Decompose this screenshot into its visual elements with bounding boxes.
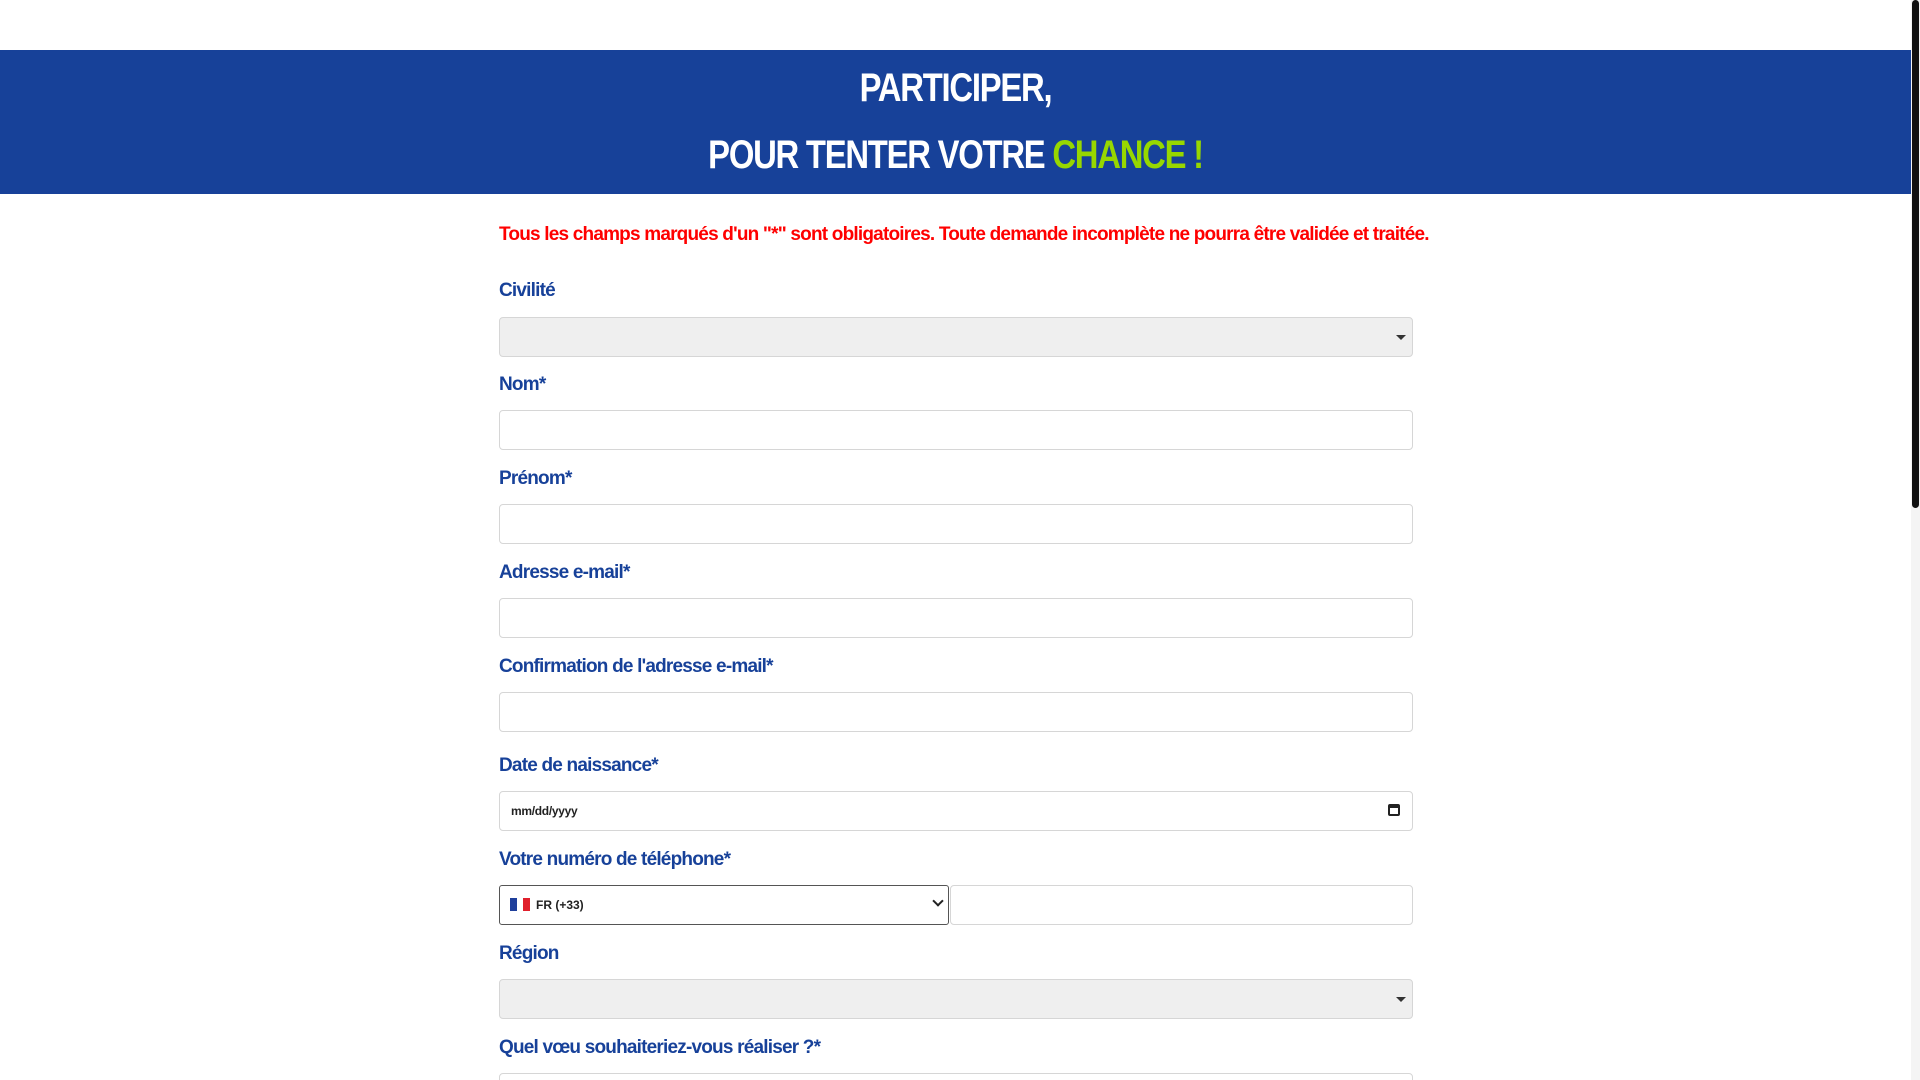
hero-title-line-1: PARTICIPER,: [859, 66, 1052, 110]
scrollbar-thumb[interactable]: [1912, 0, 1919, 508]
country-code-value: FR (+33): [536, 898, 584, 912]
vertical-scrollbar[interactable]: [1911, 0, 1920, 1080]
civilite-label: Civilité: [499, 280, 555, 301]
france-flag-icon: [510, 898, 530, 911]
wish-input[interactable]: [499, 1073, 1413, 1080]
wish-label: Quel vœu souhaiteriez-vous réaliser ?*: [499, 1037, 821, 1058]
region-label: Région: [499, 943, 559, 964]
nom-input[interactable]: [499, 410, 1413, 450]
top-bar: [0, 0, 1911, 50]
email-confirm-label: Confirmation de l'adresse e-mail*: [499, 656, 773, 677]
calendar-icon[interactable]: [1388, 804, 1400, 816]
nom-label: Nom*: [499, 374, 546, 395]
prenom-label: Prénom*: [499, 468, 572, 489]
civilite-select[interactable]: [499, 317, 1413, 357]
birthdate-label: Date de naissance*: [499, 755, 658, 776]
hero-title-accent: CHANCE !: [1052, 133, 1203, 177]
birthdate-input[interactable]: [499, 791, 1413, 831]
required-fields-notice: Tous les champs marqués d'un "*" sont obligatoires. Toute demande incomplète ne pourra être validée et traitée.: [499, 224, 1429, 245]
email-input[interactable]: [499, 598, 1413, 638]
email-confirm-input[interactable]: [499, 692, 1413, 732]
phone-label: Votre numéro de téléphone*: [499, 849, 731, 870]
hero-title-line-2: [172, 133, 1739, 178]
birthdate-placeholder: mm/dd/yyyy: [511, 804, 578, 818]
chevron-down-icon: [932, 895, 943, 906]
caret-down-icon: [1396, 335, 1406, 340]
prenom-input[interactable]: [499, 504, 1413, 544]
hero-title-prefix: POUR TENTER VOTRE: [708, 133, 1053, 177]
caret-down-icon: [1396, 997, 1406, 1002]
phone-number-input[interactable]: [950, 885, 1413, 925]
region-select[interactable]: [499, 979, 1413, 1019]
hero-banner: [0, 50, 1911, 194]
country-code-select[interactable]: [499, 885, 949, 925]
email-label: Adresse e-mail*: [499, 562, 630, 583]
